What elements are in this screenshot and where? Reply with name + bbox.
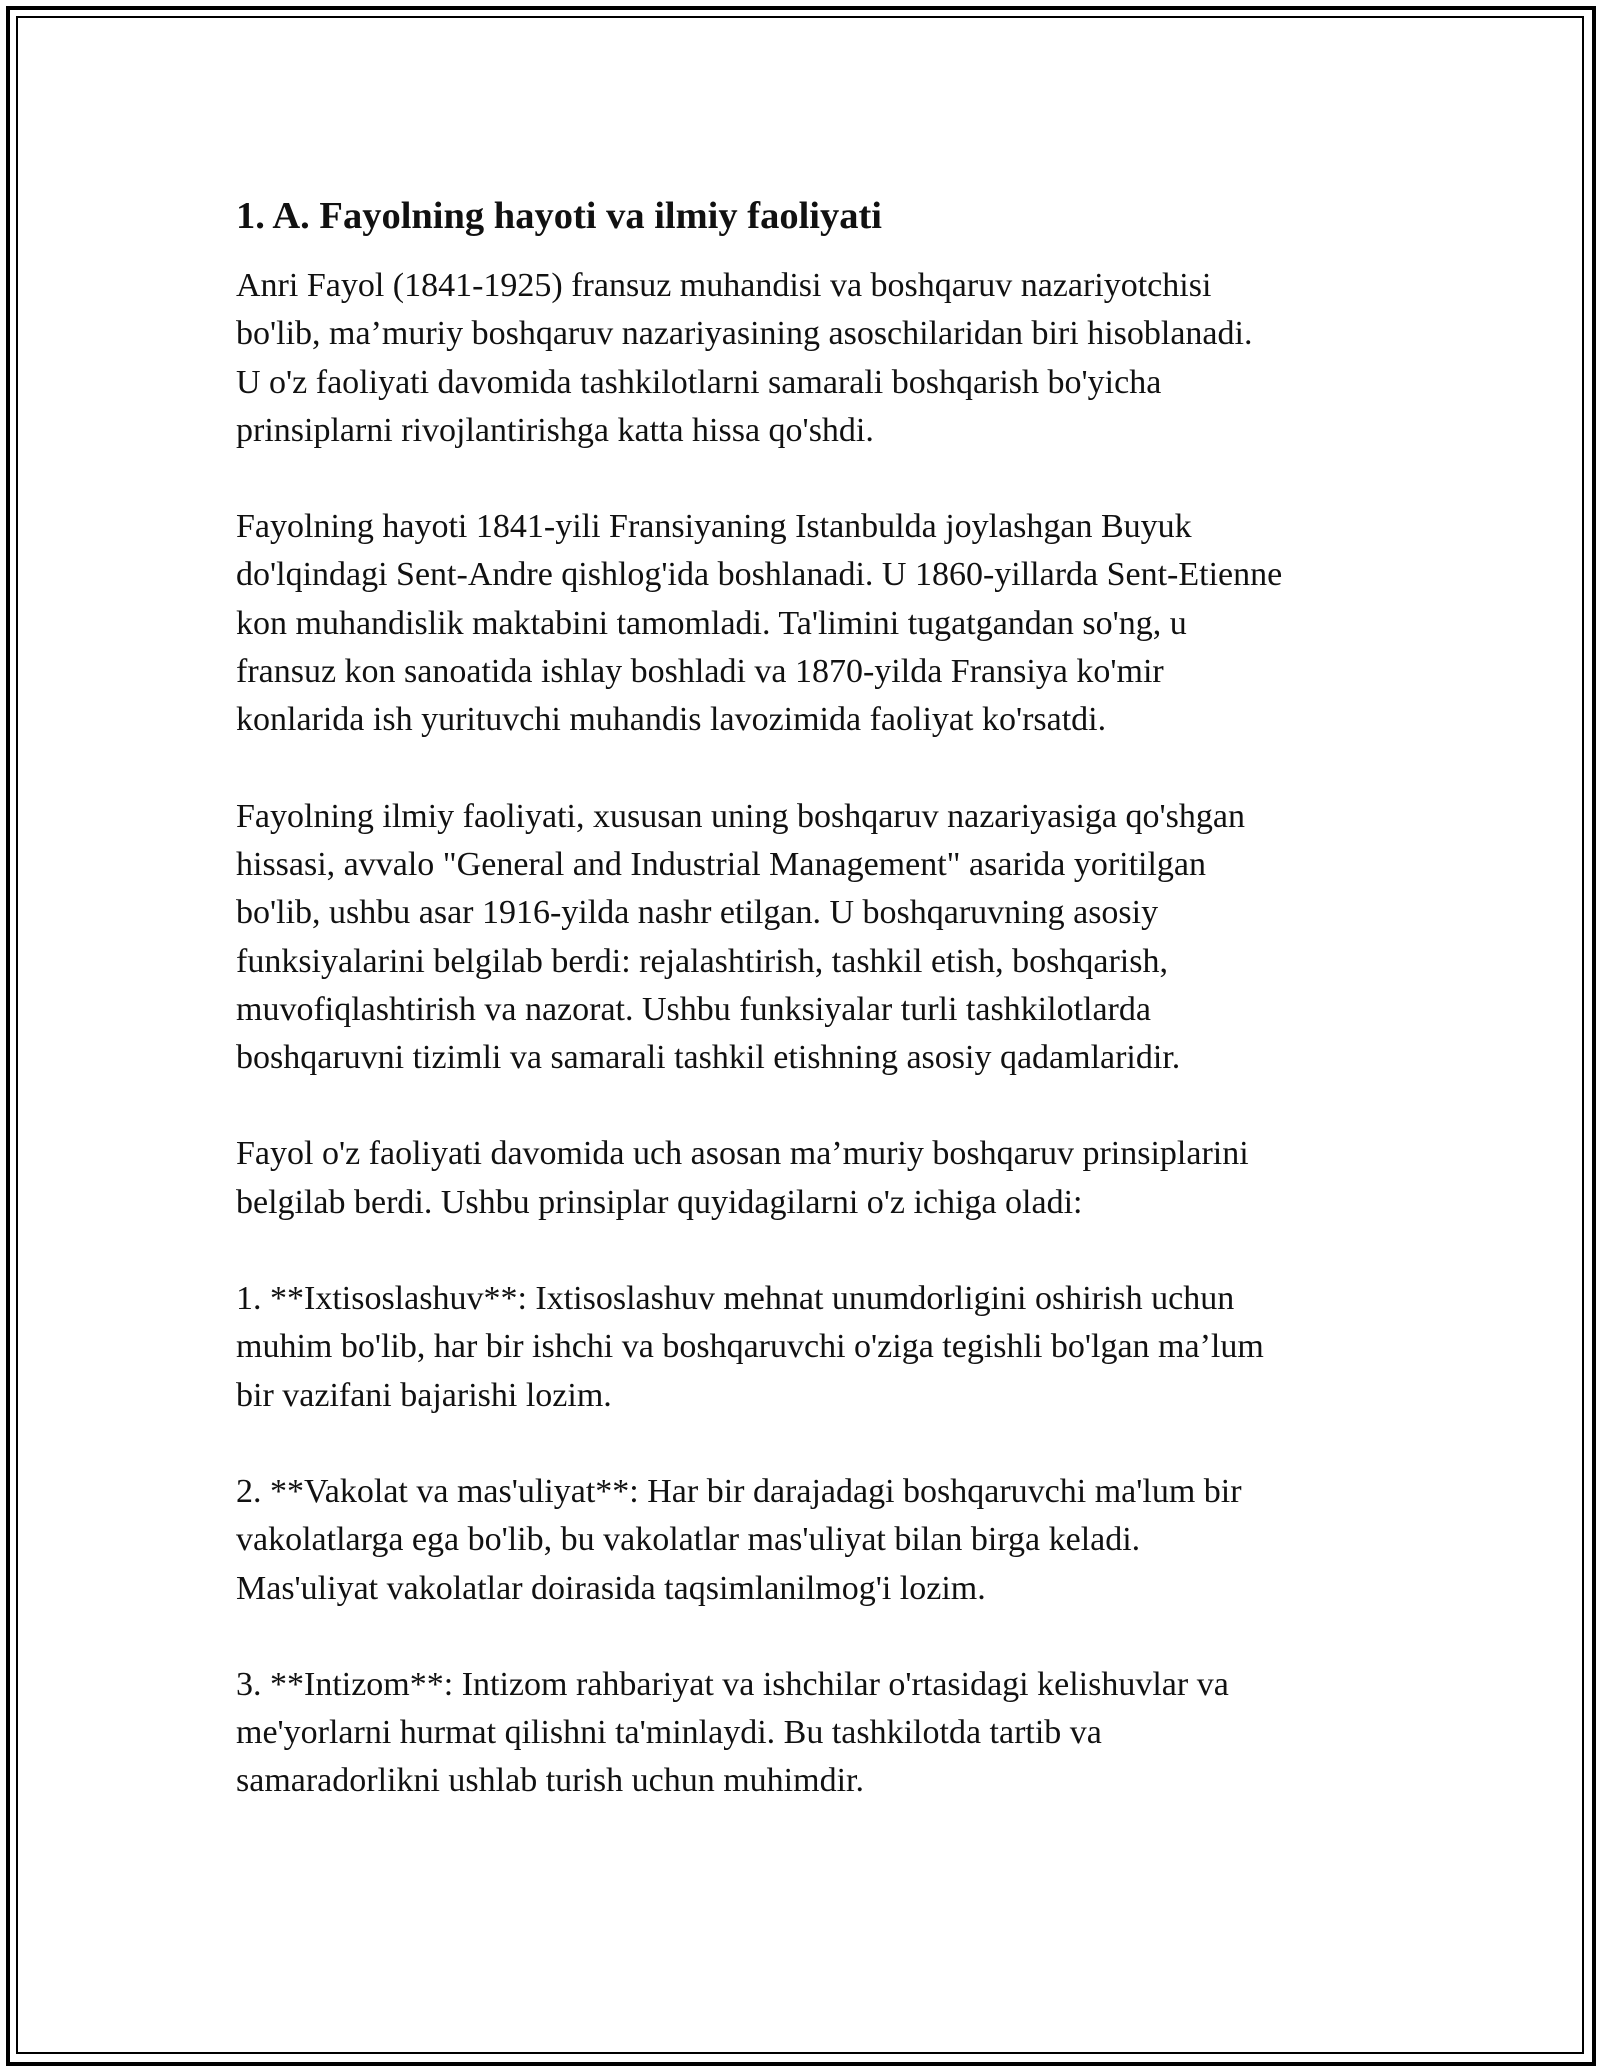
text-line: belgilab berdi. Ushbu prinsiplar quyidagilarni o'z ichiga oladi: bbox=[236, 1183, 1083, 1221]
text-line: vakolatlarga ega bo'lib, bu vakolatlar mas'uliyat bilan birga keladi. bbox=[236, 1521, 1141, 1559]
text-line: kon muhandislik maktabini tamomladi. Ta'limini tugatgandan so'ng, u bbox=[236, 604, 1187, 642]
text-line: Fayolning ilmiy faoliyati, xususan uning boshqaruv nazariyasiga qo'shgan bbox=[236, 797, 1245, 835]
principle-discipline bbox=[236, 1661, 1396, 1806]
text-line: do'lqindagi Sent-Andre qishlog'ida boshlanadi. U 1860-yillarda Sent-Etienne bbox=[236, 556, 1283, 594]
text-line: boshqaruvni tizimli va samarali tashkil etishning asosiy qadamlaridir. bbox=[236, 1039, 1181, 1077]
text-line: prinsiplarni rivojlantirishga katta hissa qo'shdi. bbox=[236, 411, 874, 449]
text-line: bo'lib, ushbu asar 1916-yilda nashr etilgan. U boshqaruvning asosiy bbox=[236, 894, 1159, 932]
document-body bbox=[236, 192, 1396, 1854]
text-line: funksiyalarini belgilab berdi: rejalashtirish, tashkil etish, boshqarish, bbox=[236, 942, 1168, 980]
section-heading: 1. A. Fayolning hayoti va ilmiy faoliyati bbox=[236, 195, 882, 237]
text-line: muvofiqlashtirish va nazorat. Ushbu funksiyalar turli tashkilotlarda bbox=[236, 990, 1151, 1028]
principle-specialization bbox=[236, 1275, 1396, 1420]
text-line: bir vazifani bajarishi lozim. bbox=[236, 1376, 612, 1414]
text-line: bo'lib, ma’muriy boshqaruv nazariyasining asoschilaridan biri hisoblanadi. bbox=[236, 315, 1253, 353]
principle-authority-responsibility bbox=[236, 1468, 1396, 1613]
text-line: me'yorlarni hurmat qilishni ta'minlaydi. Bu tashkilotda tartib va bbox=[236, 1714, 1102, 1752]
paragraph-biography bbox=[236, 503, 1396, 744]
text-line: konlarida ish yurituvchi muhandis lavozimida faoliyat ko'rsatdi. bbox=[236, 701, 1107, 739]
text-line: samaradorlikni ushlab turish uchun muhimdir. bbox=[236, 1762, 864, 1800]
text-line: Anri Fayol (1841-1925) fransuz muhandisi va boshqaruv nazariyotchisi bbox=[236, 267, 1212, 304]
text-line: U o'z faoliyati davomida tashkilotlarni samarali boshqarish bo'yicha bbox=[236, 363, 1162, 401]
text-line: Fayol o'z faoliyati davomida uch asosan ma’muriy boshqaruv prinsiplarini bbox=[236, 1135, 1249, 1173]
paragraph-intro bbox=[236, 262, 1396, 455]
text-line: hissasi, avvalo "General and Industrial Management" asarida yoritilgan bbox=[236, 845, 1207, 883]
text-line: 2. **Vakolat va mas'uliyat**: Har bir darajadagi boshqaruvchi ma'lum bir bbox=[236, 1472, 1242, 1510]
text-line: 1. **Ixtisoslashuv**: Ixtisoslashuv mehnat unumdorligini oshirish uchun bbox=[236, 1280, 1235, 1318]
text-line: Fayolning hayoti 1841-yili Fransiyaning Istanbulda joylashgan Buyuk bbox=[236, 508, 1192, 546]
text-line: Mas'uliyat vakolatlar doirasida taqsimlanilmog'i lozim. bbox=[236, 1569, 986, 1607]
text-line: fransuz kon sanoatida ishlay boshladi va 1870-yilda Fransiya ko'mir bbox=[236, 653, 1164, 691]
paragraph-principles-intro bbox=[236, 1130, 1396, 1227]
text-line: 3. **Intizom**: Intizom rahbariyat va ishchilar o'rtasidagi kelishuvlar va bbox=[236, 1665, 1229, 1703]
paragraph-scientific-work bbox=[236, 793, 1396, 1083]
text-line: muhim bo'lib, har bir ishchi va boshqaruvchi o'ziga tegishli bo'lgan ma’lum bbox=[236, 1328, 1264, 1366]
